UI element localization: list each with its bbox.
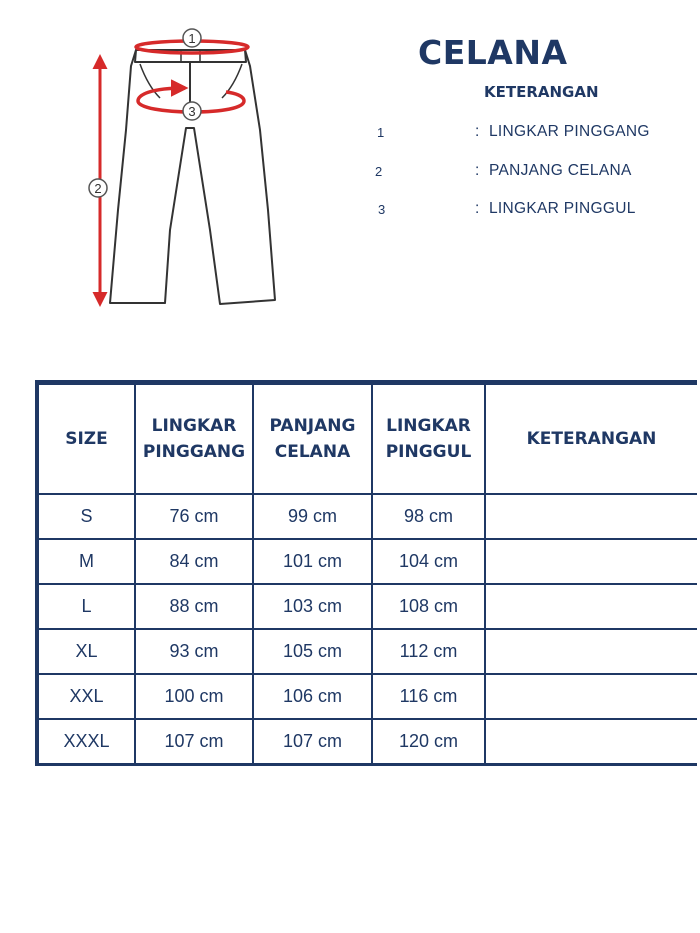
- col-header-waist: LINGKAR PINGGANG: [135, 383, 253, 495]
- marker-badge-3: [183, 102, 201, 120]
- table-row: [37, 629, 697, 674]
- legend-separator: :: [475, 123, 480, 140]
- marker-label-3: 3: [188, 104, 196, 119]
- cell-waist: 84 cm: [135, 539, 253, 584]
- cell-notes: [485, 629, 697, 674]
- cell-waist: 93 cm: [135, 629, 253, 674]
- pants-measurement-diagram: [0, 0, 320, 330]
- table-row: [37, 494, 697, 539]
- legend-label: LINGKAR PINGGANG: [489, 123, 650, 140]
- legend-label: LINGKAR PINGGUL: [489, 200, 636, 217]
- col-header-size: SIZE: [37, 383, 135, 495]
- table-row: [37, 539, 697, 584]
- marker-badge-2: [89, 179, 107, 197]
- col-header-length: PANJANG CELANA: [253, 383, 372, 495]
- table-row: [37, 584, 697, 629]
- legend-number: 2: [375, 164, 383, 179]
- cell-size: XL: [37, 629, 135, 674]
- legend-number: 3: [378, 202, 386, 217]
- cell-hip: 108 cm: [372, 584, 485, 629]
- table-row: [37, 674, 697, 719]
- cell-waist: 100 cm: [135, 674, 253, 719]
- cell-size: L: [37, 584, 135, 629]
- cell-notes: [485, 674, 697, 719]
- cell-waist: 88 cm: [135, 584, 253, 629]
- legend-separator: :: [475, 162, 480, 179]
- cell-length: 105 cm: [253, 629, 372, 674]
- cell-notes: [485, 539, 697, 584]
- legend-heading: KETERANGAN: [484, 83, 599, 101]
- cell-length: 101 cm: [253, 539, 372, 584]
- size-chart-table: [35, 380, 697, 766]
- marker-label-2: 2: [94, 181, 102, 196]
- marker-label-1: 1: [188, 31, 196, 46]
- legend-separator: :: [475, 200, 480, 217]
- cell-hip: 116 cm: [372, 674, 485, 719]
- col-header-notes: KETERANGAN: [485, 383, 697, 495]
- cell-hip: 120 cm: [372, 719, 485, 765]
- cell-hip: 112 cm: [372, 629, 485, 674]
- cell-notes: [485, 719, 697, 765]
- page-title: CELANA: [418, 33, 568, 72]
- cell-size: XXL: [37, 674, 135, 719]
- legend-number: 1: [377, 125, 385, 140]
- cell-hip: 104 cm: [372, 539, 485, 584]
- cell-size: M: [37, 539, 135, 584]
- cell-size: S: [37, 494, 135, 539]
- cell-length: 103 cm: [253, 584, 372, 629]
- table-header-row: [37, 383, 697, 495]
- cell-hip: 98 cm: [372, 494, 485, 539]
- cell-size: XXXL: [37, 719, 135, 765]
- cell-waist: 76 cm: [135, 494, 253, 539]
- cell-length: 106 cm: [253, 674, 372, 719]
- table-row: [37, 719, 697, 765]
- cell-length: 107 cm: [253, 719, 372, 765]
- cell-length: 99 cm: [253, 494, 372, 539]
- cell-notes: [485, 584, 697, 629]
- marker-badge-1: [183, 29, 201, 47]
- legend-label: PANJANG CELANA: [489, 162, 632, 179]
- pants-outline-icon: [110, 50, 275, 304]
- col-header-hip: LINGKAR PINGGUL: [372, 383, 485, 495]
- cell-notes: [485, 494, 697, 539]
- cell-waist: 107 cm: [135, 719, 253, 765]
